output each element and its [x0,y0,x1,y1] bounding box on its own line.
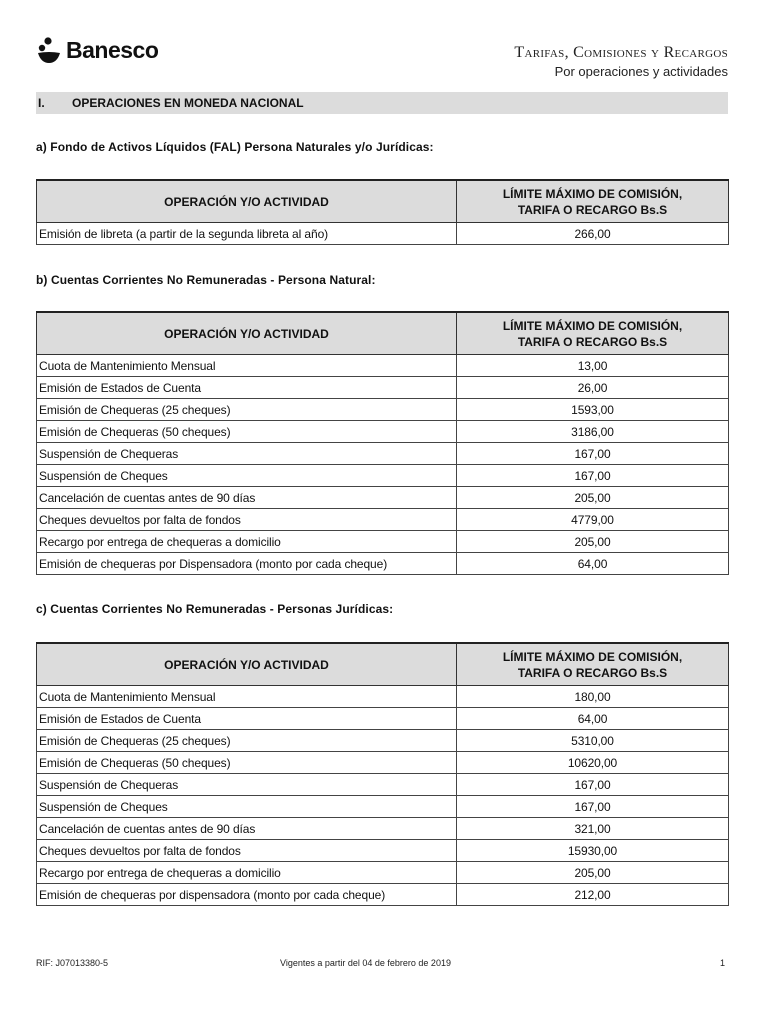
brand-name: Banesco [66,36,159,63]
table-row [37,443,729,465]
operation-cell: Cuota de Mantenimiento Mensual [37,686,457,708]
table-row [37,708,729,730]
table-row [37,465,729,487]
fee-value-cell: 205,00 [457,531,729,553]
operation-cell: Suspensión de Chequeras [37,774,457,796]
table-row [37,752,729,774]
column-header-limit-line2: TARIFA O RECARGO Bs.S [517,202,668,217]
operation-cell: Cheques devueltos por falta de fondos [37,840,457,862]
column-header-limit-line2: TARIFA O RECARGO Bs.S [517,665,668,680]
subheading-persona-natural: b) Cuentas Corrientes No Remuneradas - Persona Natural: [36,273,376,287]
footer-rif: RIF: J07013380-5 [36,958,109,968]
fee-value-cell: 212,00 [457,884,729,906]
operation-cell: Emisión de chequeras por Dispensadora (monto por cada cheque) [37,553,457,575]
operation-cell: Emisión de chequeras por dispensadora (monto por cada cheque) [37,884,457,906]
document-title: Tarifas, Comisiones y Recargos [514,44,728,61]
banesco-logo [36,36,158,64]
operation-cell: Emisión de Chequeras (25 cheques) [37,399,457,421]
fee-value-cell: 1593,00 [457,399,729,421]
fee-value-cell: 5310,00 [457,730,729,752]
section-heading-bar [36,92,728,114]
table-row [37,840,729,862]
fee-value-cell: 3186,00 [457,421,729,443]
column-header-limit-line1: LÍMITE MÁXIMO DE COMISIÓN, [502,186,683,201]
column-header-operation: OPERACIÓN Y/O ACTIVIDAD [37,643,457,686]
fee-value-cell: 10620,00 [457,752,729,774]
table-row [37,862,729,884]
table-header-row [37,643,729,686]
column-header-operation: OPERACIÓN Y/O ACTIVIDAD [37,312,457,355]
footer-page-number: 1 [720,958,726,968]
operation-cell: Suspensión de Cheques [37,465,457,487]
table-header-row [37,180,729,223]
fee-value-cell: 15930,00 [457,840,729,862]
fee-value-cell: 205,00 [457,862,729,884]
fee-value-cell: 64,00 [457,708,729,730]
operation-cell: Suspensión de Cheques [37,796,457,818]
operation-cell: Emisión de Chequeras (50 cheques) [37,421,457,443]
table-row [37,399,729,421]
fee-table-fal [36,179,729,245]
column-header-operation: OPERACIÓN Y/O ACTIVIDAD [37,180,457,223]
column-header-limit [457,312,729,355]
table-row [37,796,729,818]
table-row [37,686,729,708]
operation-cell: Suspensión de Chequeras [37,443,457,465]
table-row [37,377,729,399]
fee-value-cell: 4779,00 [457,509,729,531]
page-header [36,34,728,84]
column-header-limit [457,643,729,686]
fee-value-cell: 13,00 [457,355,729,377]
table-row [37,487,729,509]
subheading-personas-juridicas: c) Cuentas Corrientes No Remuneradas - Personas Jurídicas: [36,602,394,616]
column-header-limit-line2: TARIFA O RECARGO Bs.S [517,334,668,349]
table-row [37,553,729,575]
column-header-limit-line1: LÍMITE MÁXIMO DE COMISIÓN, [502,318,683,333]
table-row [37,818,729,840]
table-row [37,774,729,796]
fee-table-personas-juridicas [36,642,729,906]
operation-cell: Cancelación de cuentas antes de 90 días [37,818,457,840]
operation-cell: Recargo por entrega de chequeras a domicilio [37,862,457,884]
operation-cell: Emisión de Estados de Cuenta [37,377,457,399]
subheading-fal: a) Fondo de Activos Líquidos (FAL) Persona Naturales y/o Jurídicas: [36,140,434,154]
operation-cell: Emisión de Estados de Cuenta [37,708,457,730]
operation-cell: Cancelación de cuentas antes de 90 días [37,487,457,509]
fee-value-cell: 321,00 [457,818,729,840]
table-row [37,730,729,752]
fee-value-cell: 167,00 [457,443,729,465]
fee-value-cell: 205,00 [457,487,729,509]
footer-validity: Vigentes a partir del 04 de febrero de 2019 [280,958,451,968]
operation-cell: Recargo por entrega de chequeras a domicilio [37,531,457,553]
operation-cell: Emisión de Chequeras (50 cheques) [37,752,457,774]
table-row [37,355,729,377]
table-row [37,509,729,531]
section-title: OPERACIONES EN MONEDA NACIONAL [72,96,304,110]
table-row [37,531,729,553]
fee-value-cell: 26,00 [457,377,729,399]
operation-cell: Cuota de Mantenimiento Mensual [37,355,457,377]
fee-value-cell: 167,00 [457,465,729,487]
fee-value-cell: 167,00 [457,796,729,818]
operation-cell: Emisión de Chequeras (25 cheques) [37,730,457,752]
fee-value-cell: 64,00 [457,553,729,575]
table-row [37,223,729,245]
fee-value-cell: 266,00 [457,223,729,245]
table-row [37,884,729,906]
column-header-limit [457,180,729,223]
table-header-row [37,312,729,355]
operation-cell: Emisión de libreta (a partir de la segunda libreta al año) [37,223,457,245]
fee-table-persona-natural [36,311,729,575]
table-row [37,421,729,443]
fee-value-cell: 167,00 [457,774,729,796]
column-header-limit-line1: LÍMITE MÁXIMO DE COMISIÓN, [502,649,683,664]
operation-cell: Cheques devueltos por falta de fondos [37,509,457,531]
section-number: I. [38,96,45,110]
fee-value-cell: 180,00 [457,686,729,708]
document-subtitle: Por operaciones y actividades [554,64,728,79]
banesco-logo-icon [36,36,64,64]
